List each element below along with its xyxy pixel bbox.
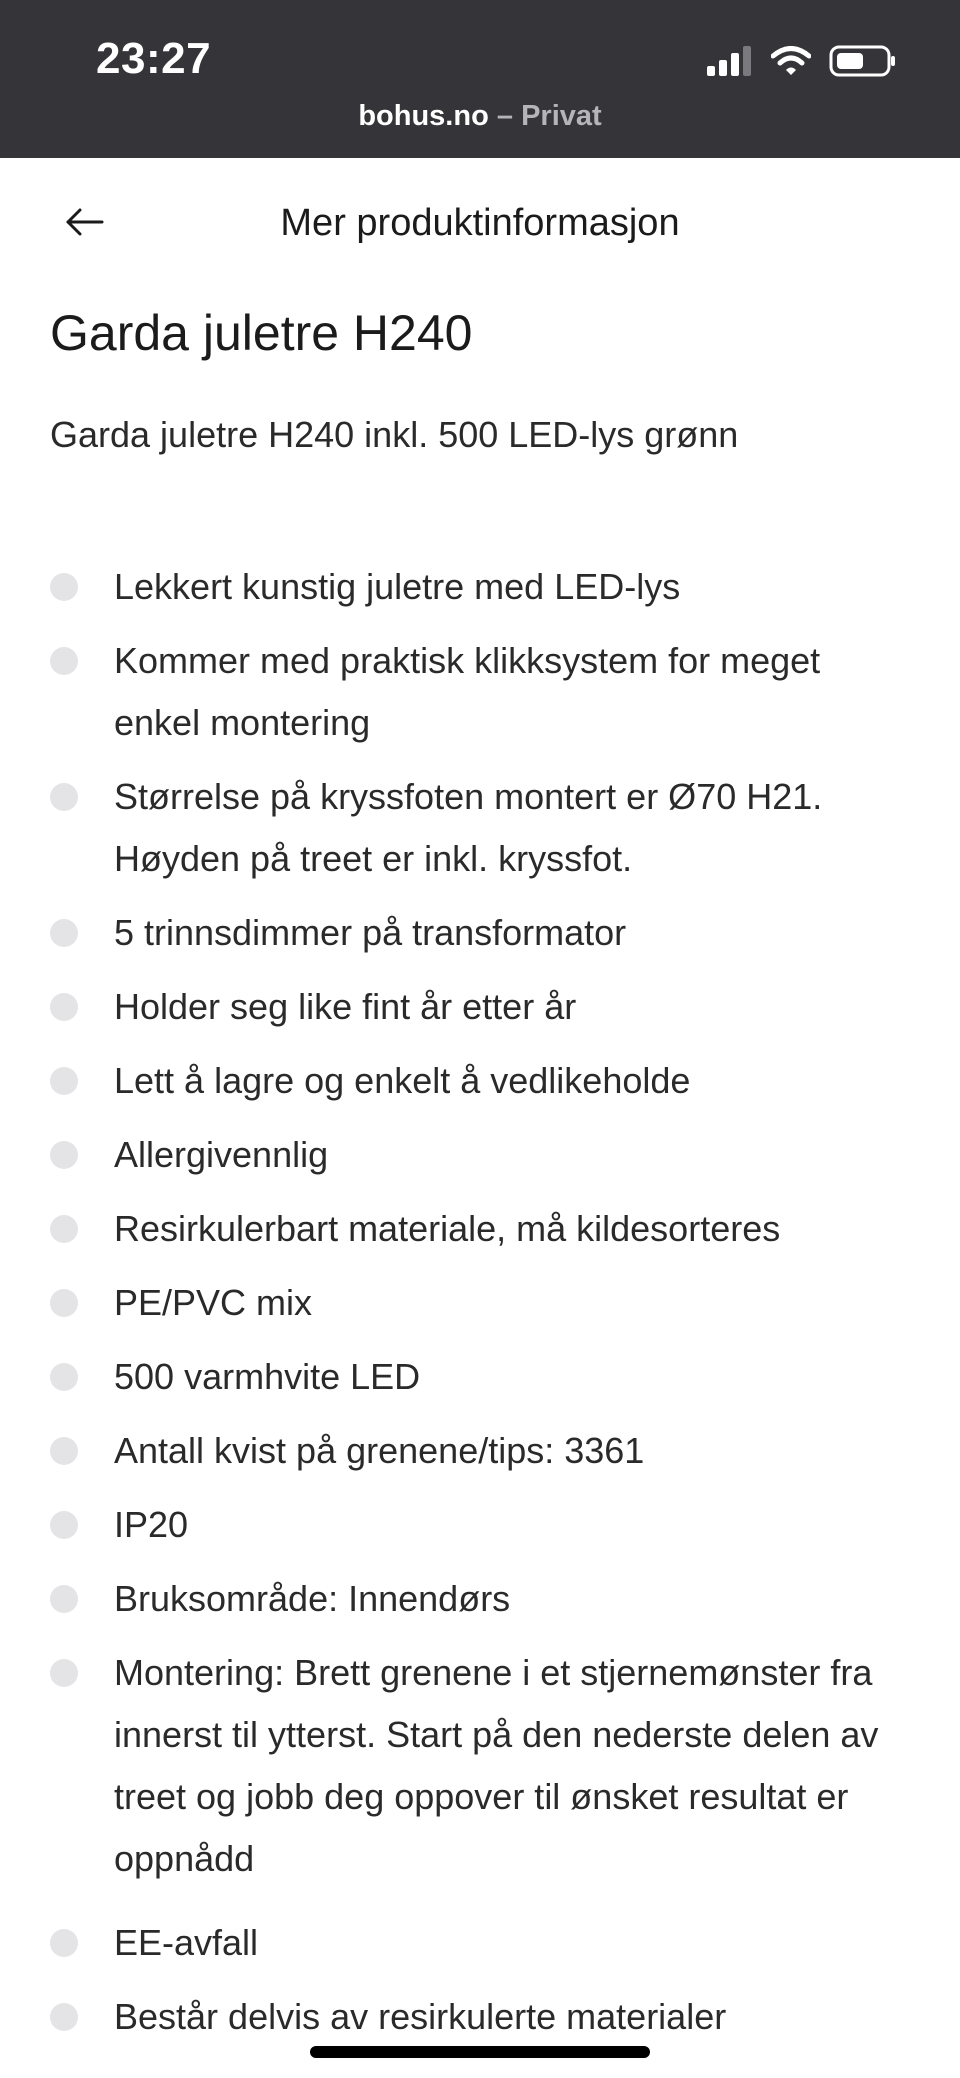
feature-text: Kommer med praktisk klikksystem for meget enkel montering [114,640,821,743]
bullet-icon [50,783,78,811]
list-item [0,1420,960,1482]
bullet-icon [50,1585,78,1613]
feature-text: Holder seg like fint år etter år [114,986,577,1027]
signal-icon [707,46,753,81]
bullet-icon [50,1363,78,1391]
list-item [0,976,960,1038]
list-item [0,1124,960,1186]
list-item [0,630,960,754]
bullet-icon [50,647,78,675]
feature-text: EE-avfall [114,1922,259,1963]
battery-icon [829,45,897,82]
list-item [0,1198,960,1260]
feature-text: Størrelse på kryssfoten montert er Ø70 H21. Høyden på treet er inkl. kryssfot. [114,776,823,879]
list-item [0,1642,960,1890]
status-time: 23:27 [96,34,212,83]
browsing-mode: Privat [521,100,602,132]
address-domain: bohus.no [358,100,489,132]
address-separator: – [496,100,513,132]
list-item [0,1986,960,2048]
list-item [0,766,960,890]
feature-text: 5 trinnsdimmer på transformator [114,912,627,953]
page-title: Mer produktinformasjon [280,202,680,244]
list-item [0,1346,960,1408]
list-item [0,1568,960,1630]
feature-text: Lett å lagre og enkelt å vedlikeholde [114,1060,691,1101]
product-subtitle: Garda juletre H240 inkl. 500 LED-lys grønn [50,414,739,455]
bullet-icon [50,993,78,1021]
home-indicator [310,2046,650,2058]
list-item [0,1272,960,1334]
bullet-icon [50,1215,78,1243]
list-item [0,1494,960,1556]
status-bar [0,0,960,158]
feature-text: Består delvis av resirkulerte materialer [114,1996,727,2037]
feature-text: Lekkert kunstig juletre med LED-lys [114,566,681,607]
product-name: Garda juletre H240 [50,305,473,361]
wifi-icon [771,46,811,81]
bullet-icon [50,1659,78,1687]
bullet-icon [50,1437,78,1465]
feature-text: IP20 [114,1504,189,1545]
feature-text: Allergivennlig [114,1134,329,1175]
bullet-icon [50,1511,78,1539]
list-item [0,1912,960,1974]
bullet-icon [50,919,78,947]
bullet-icon [50,573,78,601]
list-item [0,556,960,618]
page-header [0,158,960,298]
bullet-icon [50,2003,78,2031]
feature-text: 500 varmhvite LED [114,1356,421,1397]
feature-text: PE/PVC mix [114,1282,313,1323]
feature-text: Bruksområde: Innendørs [114,1578,511,1619]
list-item [0,1050,960,1112]
bullet-icon [50,1289,78,1317]
bullet-icon [50,1067,78,1095]
bullet-icon [50,1929,78,1957]
address-bar[interactable] [0,100,960,133]
feature-text: Antall kvist på grenene/tips: 3361 [114,1430,645,1471]
list-item [0,902,960,964]
status-icons [707,45,897,82]
feature-text: Resirkulerbart materiale, må kildesorteres [114,1208,781,1249]
feature-list [0,556,960,2060]
bullet-icon [50,1141,78,1169]
feature-text: Montering: Brett grenene i et stjernemønster fra innerst til ytterst. Start på den nederste delen av treet og jobb deg oppover til ønsket resultat er oppnådd [114,1652,879,1879]
